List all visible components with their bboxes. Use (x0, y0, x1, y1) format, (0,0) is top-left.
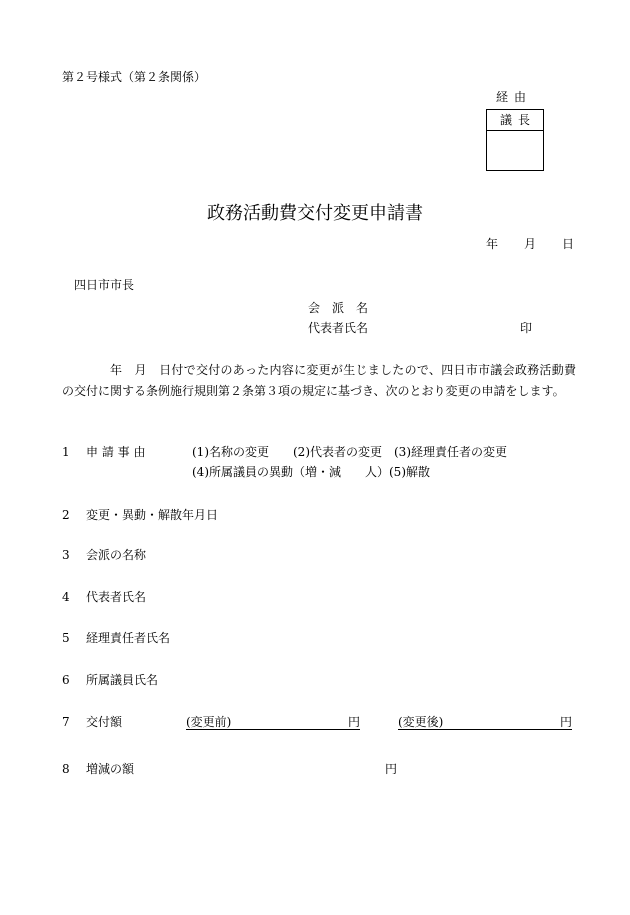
after-change-underline (398, 729, 572, 730)
via-label: 経由 (496, 90, 533, 104)
item-number: 3 (62, 548, 70, 562)
reason-label: 申 請 事 由 (86, 445, 146, 459)
body-text: 年 月 日付で交付のあった内容に変更が生じましたので、四日市市議会政務活動費の交付に関する条例施行規則第２条第３項の規定に基づき、次のとおり変更の申請をします。 (62, 363, 576, 398)
party-name-item-label: 会派の名称 (86, 548, 147, 562)
difference-label: 増減の額 (86, 762, 135, 776)
item-number: 6 (62, 673, 70, 687)
item-number: 4 (62, 590, 70, 604)
seal-mark: 印 (520, 321, 533, 335)
item-number: 1 (62, 445, 70, 459)
date-month-label: 月 (524, 237, 537, 251)
after-change-label: (変更後) (398, 715, 444, 729)
item-number: 2 (62, 508, 70, 522)
reason-options-line1: (1)名称の変更 (2)代表者の変更 (3)経理責任者の変更 (192, 445, 507, 459)
members-item-label: 所属議員氏名 (86, 673, 159, 687)
party-name-label: 会 派 名 (308, 301, 369, 315)
document-title: 政務活動費交付変更申請書 (207, 203, 423, 224)
after-change-yen: 円 (560, 715, 573, 729)
representative-item-label: 代表者氏名 (86, 590, 147, 604)
accountant-item-label: 経理責任者氏名 (86, 631, 171, 645)
before-change-underline (186, 729, 360, 730)
item-number: 8 (62, 762, 70, 776)
date-year-label: 年 (486, 237, 499, 251)
difference-yen: 円 (385, 762, 398, 776)
item-number: 7 (62, 715, 70, 729)
chair-label: 議長 (487, 110, 543, 131)
form-number: 第２号様式（第２条関係） (62, 70, 207, 84)
before-change-yen: 円 (348, 715, 361, 729)
grant-amount-label: 交付額 (86, 715, 123, 729)
item-number: 5 (62, 631, 70, 645)
representative-label: 代表者氏名 (308, 321, 369, 335)
reason-options-line2: (4)所属議員の異動（増・減 人）(5)解散 (192, 465, 430, 479)
change-date-label: 変更・異動・解散年月日 (86, 508, 219, 522)
chair-approval-box (486, 109, 544, 171)
before-change-label: (変更前) (186, 715, 232, 729)
addressee: 四日市市長 (74, 278, 135, 292)
date-day-label: 日 (562, 237, 575, 251)
